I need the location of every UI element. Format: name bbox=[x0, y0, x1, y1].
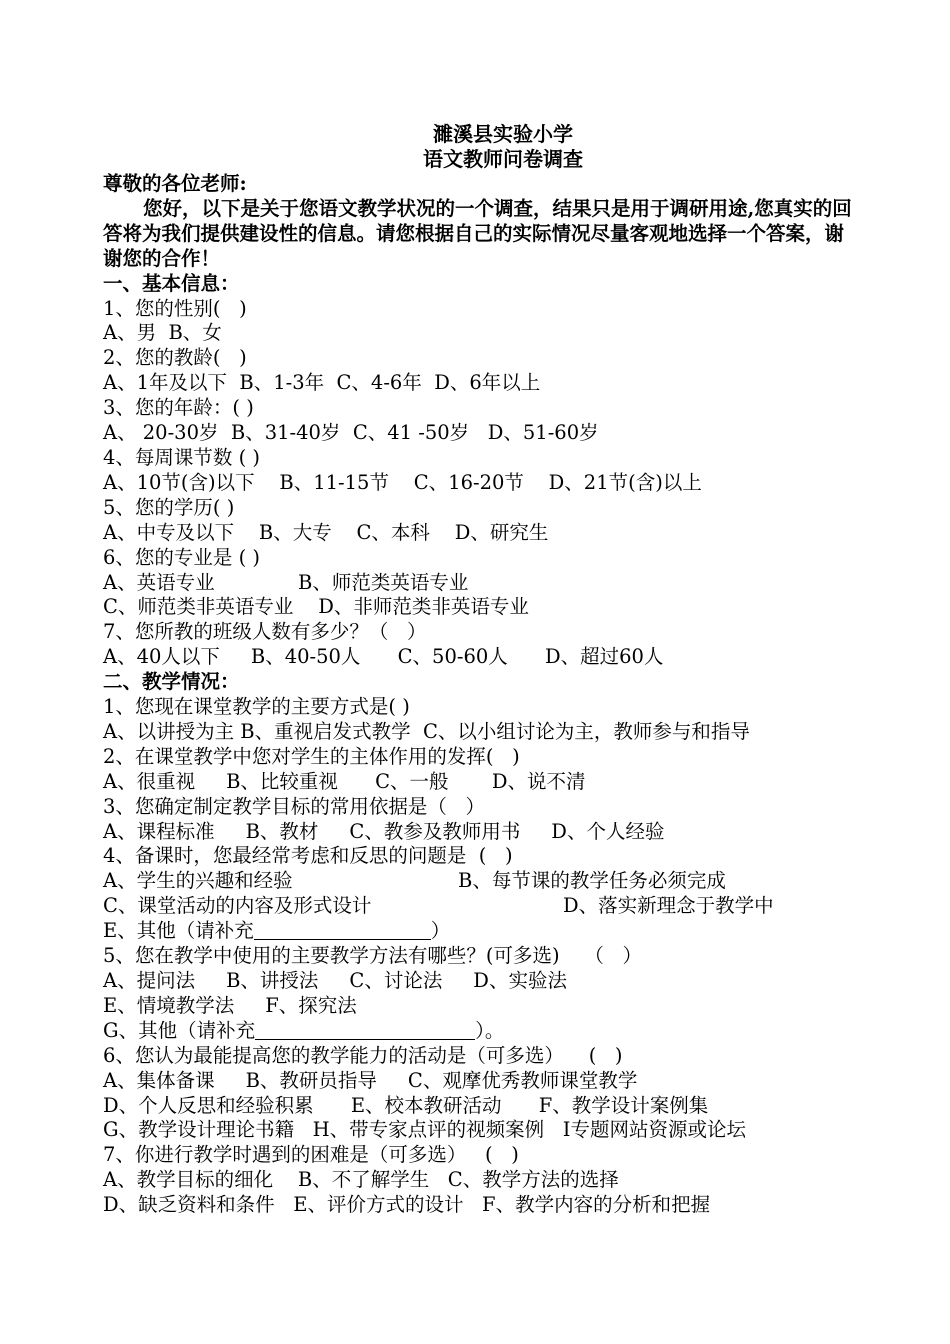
section-teaching-heading: 二、教学情况： bbox=[103, 670, 240, 694]
options-teaching-mode: A、以讲授为主 B、重视启发式教学 C、以小组讨论为主，教师参与和指导 bbox=[103, 719, 750, 743]
question-age: 3、您的年龄：( ) bbox=[103, 396, 254, 420]
question-teaching-methods: 5、您在教学中使用的主要教学方法有哪些？(可多选) （ ） bbox=[103, 944, 643, 968]
question-teaching-years: 2、您的教龄( ) bbox=[103, 346, 247, 370]
option-major-a: A、英语专业 bbox=[103, 570, 215, 594]
question-education: 5、您的学历( ) bbox=[103, 495, 235, 519]
question-objective-basis: 3、您确定制定教学目标的常用依据是（ ） bbox=[103, 794, 486, 818]
section-basic-heading: 一、基本信息： bbox=[103, 271, 240, 295]
options-difficulties-1: A、教学目标的细化 B、不了解学生 C、教学方法的选择 bbox=[103, 1168, 619, 1192]
options-gender: A、男 B、女 bbox=[103, 321, 222, 345]
question-class-size: 7、您所教的班级人数有多少？（ ） bbox=[103, 620, 427, 644]
option-teaching-methods-g: G、其他（请补充 ）。 bbox=[103, 1018, 505, 1042]
fill-in-blank[interactable] bbox=[254, 920, 431, 940]
question-gender: 1、您的性别( ) bbox=[103, 296, 247, 320]
options-class-size: A、40人以下 B、40-50人 C、50-60人 D、超过60人 bbox=[103, 645, 664, 669]
options-lesson-prep-ab bbox=[103, 869, 863, 894]
options-teaching-methods-2: E、情境教学法 F、探究法 bbox=[103, 993, 357, 1017]
options-major-ab bbox=[103, 571, 863, 596]
options-lesson-prep-cd bbox=[103, 894, 863, 919]
intro-paragraph: 您好，以下是关于您语文教学状况的一个调查，结果只是用于调研用途,您真实的回答将为我们提供建设性的信息。请您根据自己的实际情况尽量客观地选择一个答案，谢谢您的合作！ bbox=[103, 196, 852, 270]
question-improvement-activities: 6、您认为最能提高您的教学能力的活动是（可多选） ( ) bbox=[103, 1043, 623, 1067]
survey-title: 语文教师问卷调查 bbox=[423, 147, 583, 171]
option-major-b: B、师范类英语专业 bbox=[298, 570, 469, 594]
option-lesson-prep-b: B、每节课的教学任务必须完成 bbox=[458, 869, 726, 893]
question-weekly-lessons: 4、每周课节数 ( ) bbox=[103, 445, 261, 469]
options-objective-basis: A、课程标准 B、教材 C、教参及教师用书 D、个人经验 bbox=[103, 819, 665, 843]
options-difficulties-2: D、缺乏资料和条件 E、评价方式的设计 F、教学内容的分析和把握 bbox=[103, 1193, 711, 1217]
question-teaching-mode: 1、您现在课堂教学的主要方式是( ) bbox=[103, 695, 410, 719]
option-lesson-prep-e: E、其他（请补充 ） bbox=[103, 919, 451, 943]
questionnaire-page bbox=[103, 122, 863, 1218]
options-teaching-methods-1: A、提问法 B、讲授法 C、讨论法 D、实验法 bbox=[103, 969, 567, 992]
options-weekly-lessons: A、10节(含)以下 B、11-15节 C、16-20节 D、21节(含)以上 bbox=[103, 470, 702, 494]
fill-in-blank[interactable] bbox=[255, 1020, 475, 1040]
options-student-role: A、很重视 B、比较重视 C、一般 D、说不清 bbox=[103, 769, 586, 793]
question-student-role: 2、在课堂教学中您对学生的主体作用的发挥( ) bbox=[103, 744, 520, 768]
options-improvement-1: A、集体备课 B、教研员指导 C、观摩优秀教师课堂教学 bbox=[103, 1068, 638, 1092]
question-difficulties: 7、你进行教学时遇到的困难是（可多选） ( ) bbox=[103, 1143, 519, 1167]
option-lesson-prep-c: C、课堂活动的内容及形式设计 bbox=[103, 894, 372, 918]
question-major: 6、您的专业是 ( ) bbox=[103, 545, 261, 569]
options-improvement-3: G、教学设计理论书籍 H、带专家点评的视频案例 I专题网站资源或论坛 bbox=[103, 1118, 746, 1142]
options-improvement-2: D、个人反思和经验积累 E、校本教研活动 F、教学设计案例集 bbox=[103, 1093, 709, 1117]
options-major-cd: C、师范类非英语专业 D、非师范类非英语专业 bbox=[103, 595, 529, 619]
school-title: 濉溪县实验小学 bbox=[433, 122, 573, 146]
question-lesson-prep: 4、备课时，您最经常考虑和反思的问题是 ( ) bbox=[103, 844, 513, 868]
options-education: A、中专及以下 B、大专 C、本科 D、研究生 bbox=[103, 520, 549, 544]
options-teaching-years: A、1年及以下 B、1-3年 C、4-6年 D、6年以上 bbox=[103, 371, 541, 395]
option-lesson-prep-d: D、落实新理念于教学中 bbox=[563, 894, 774, 918]
option-lesson-prep-a: A、学生的兴趣和经验 bbox=[103, 869, 293, 893]
greeting: 尊敬的各位老师: bbox=[103, 172, 247, 195]
options-age: A、 20-30岁 B、31-40岁 C、41 -50岁 D、51-60岁 bbox=[103, 421, 599, 445]
